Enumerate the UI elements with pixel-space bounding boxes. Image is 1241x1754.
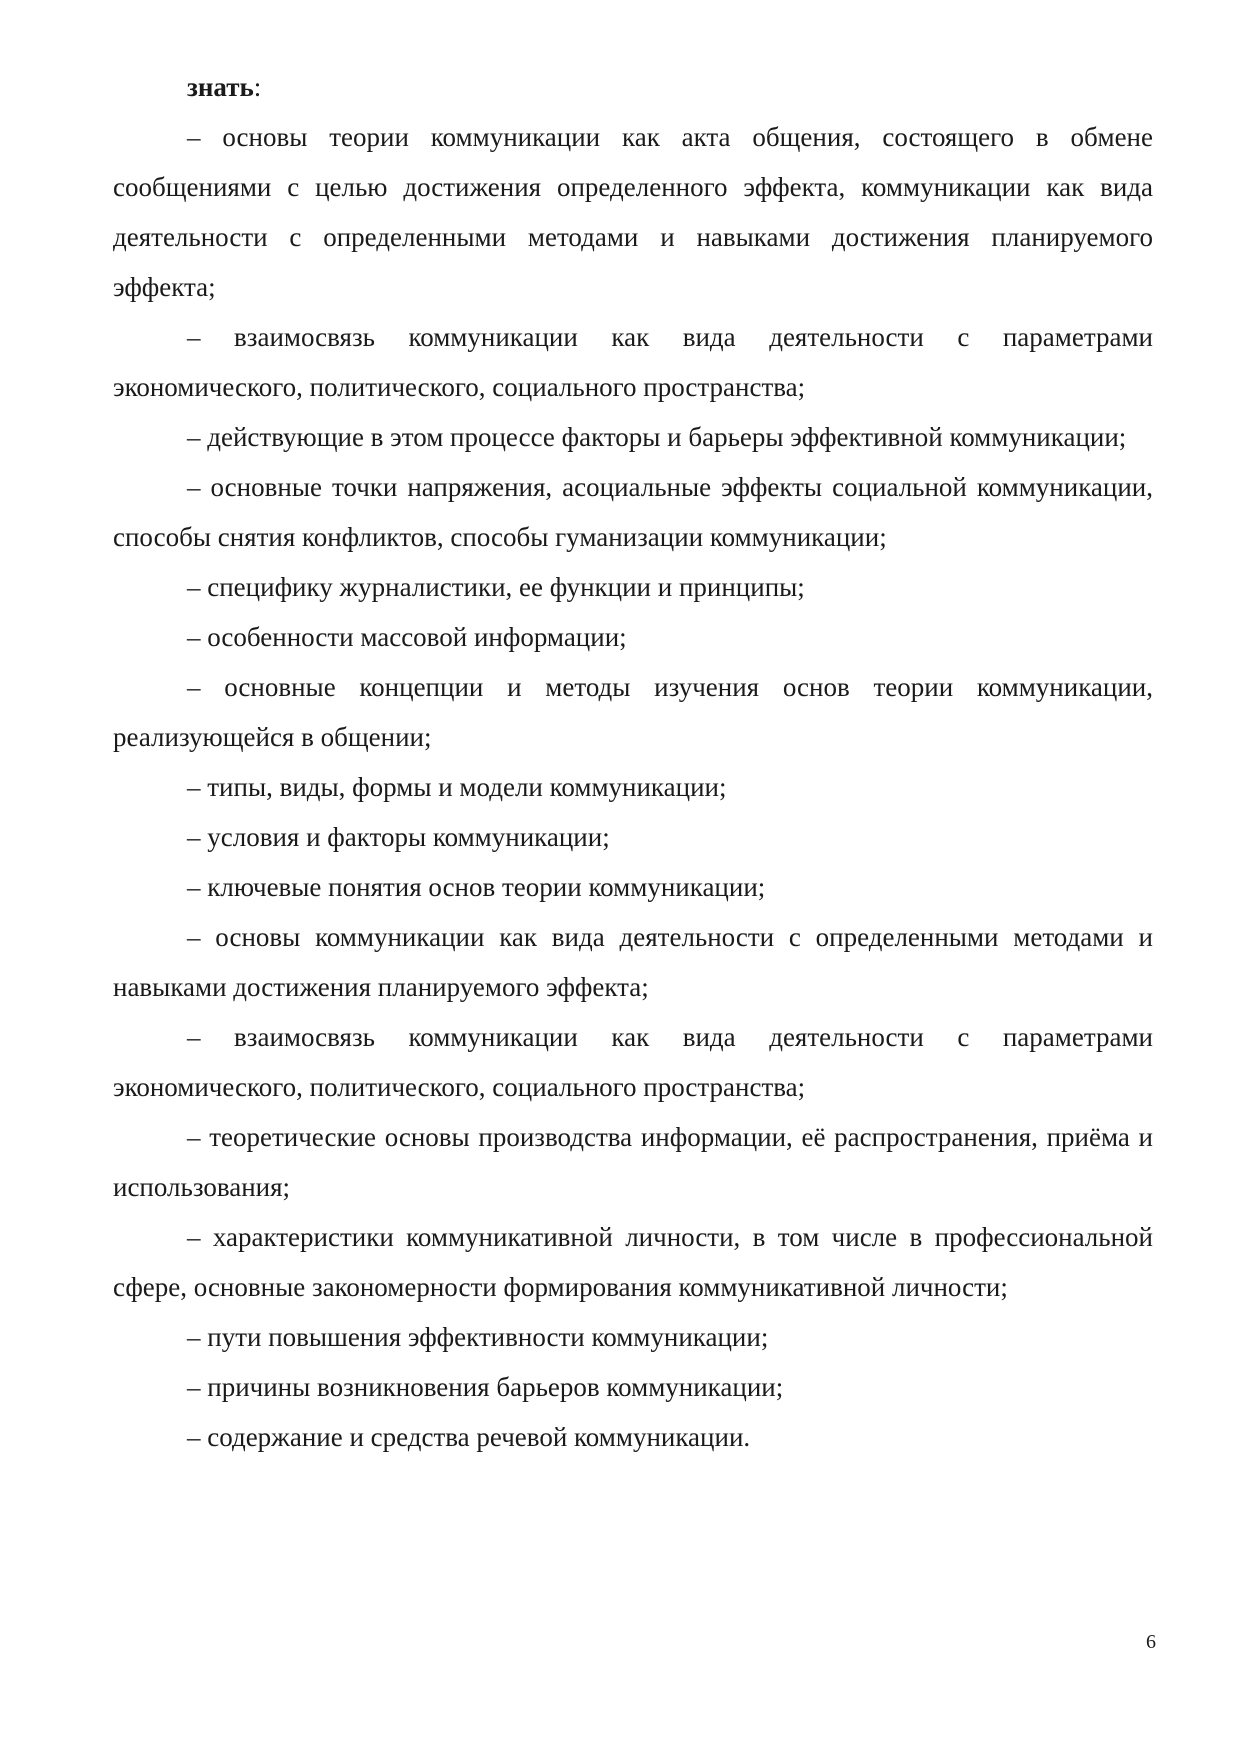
- list-item: – основы теории коммуникации как акта общения, состоящего в обмене сообщениями с целью достижения определенного эффекта, коммуникации как вида деятельности с определенными методами и навыками достижения планируемого эффекта;: [113, 122, 1153, 302]
- list-item: – типы, виды, формы и модели коммуникации;: [187, 772, 727, 802]
- heading-colon: :: [253, 72, 262, 102]
- list-item: – взаимосвязь коммуникации как вида деятельности с параметрами экономического, политического, социального пространства;: [113, 1022, 1153, 1102]
- page-number: 6: [1146, 1631, 1156, 1653]
- list-item: – взаимосвязь коммуникации как вида деятельности с параметрами экономического, политического, социального пространства;: [113, 322, 1153, 402]
- list-item: – условия и факторы коммуникации;: [187, 822, 610, 852]
- heading-word: знать: [187, 72, 254, 102]
- list-item: – ключевые понятия основ теории коммуникации;: [187, 872, 766, 902]
- list-item: – теоретические основы производства информации, её распространения, приёма и использования;: [113, 1122, 1153, 1202]
- list-item: – причины возникновения барьеров коммуникации;: [187, 1372, 784, 1402]
- list-item: – содержание и средства речевой коммуникации.: [187, 1422, 751, 1452]
- list-item: – действующие в этом процессе факторы и барьеры эффективной коммуникации;: [187, 422, 1127, 452]
- section-heading: [113, 62, 1153, 112]
- list-item: – характеристики коммуникативной личности, в том числе в профессиональной сфере, основные закономерности формирования коммуникативной личности;: [113, 1222, 1153, 1302]
- document-page: [113, 62, 1153, 1462]
- list-item: – специфику журналистики, ее функции и принципы;: [187, 572, 805, 602]
- list-item: – основные точки напряжения, асоциальные эффекты социальной коммуникации, способы снятия конфликтов, способы гуманизации коммуникации;: [113, 472, 1153, 552]
- list-item: – пути повышения эффективности коммуникации;: [187, 1322, 769, 1352]
- list-item: – основные концепции и методы изучения основ теории коммуникации, реализующейся в общении;: [113, 672, 1153, 752]
- list-item: – основы коммуникации как вида деятельности с определенными методами и навыками достижения планируемого эффекта;: [113, 922, 1153, 1002]
- list-item: – особенности массовой информации;: [187, 622, 627, 652]
